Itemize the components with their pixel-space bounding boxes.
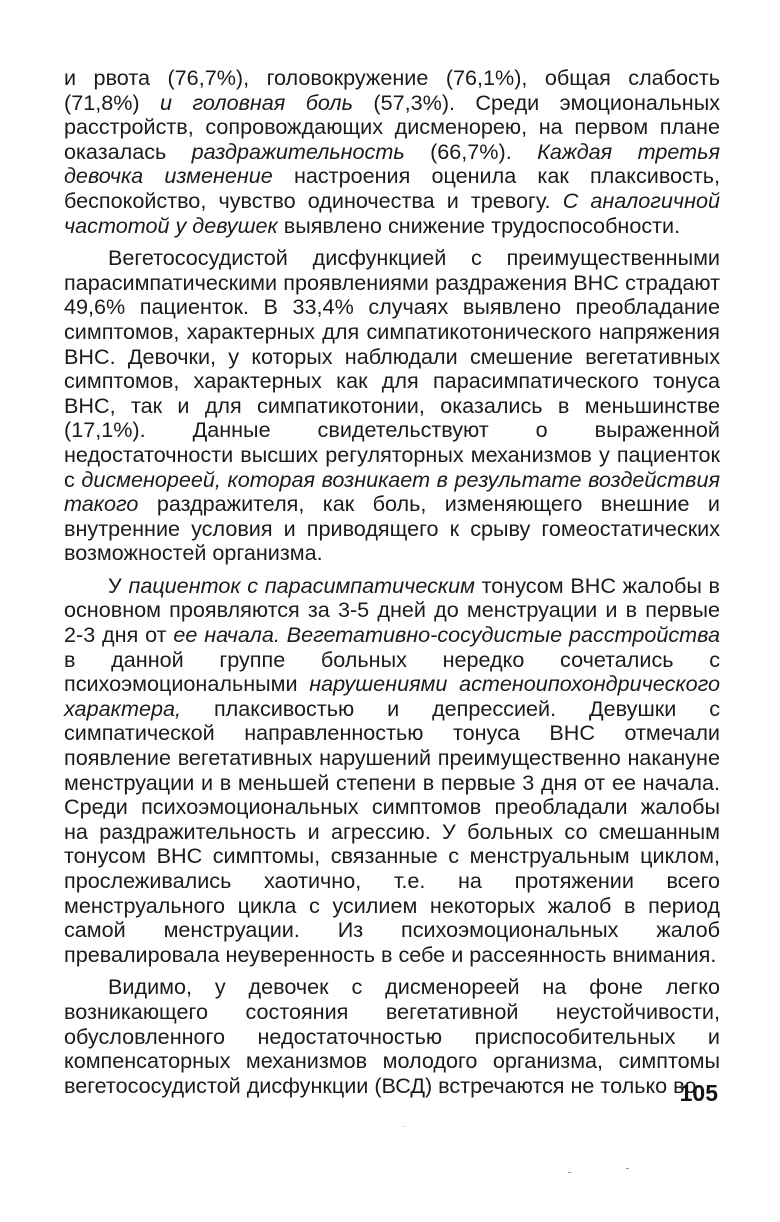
- text-run: раздражителя, как боль, изменяющего внешние и внутренние условия и приводящего к срыву гомеостатических возможностей организма.: [64, 491, 720, 566]
- scan-speck: [404, 1126, 405, 1127]
- paragraph: [64, 975, 720, 1098]
- text-run: в данной группе больных нередко сочетались с психоэмоциональными: [64, 646, 720, 697]
- scan-speck: [626, 1168, 629, 1169]
- italic-text-run: дисменореей, которая возникает в результате воздействия такого: [64, 466, 720, 517]
- text-run: (66,7%).: [404, 138, 538, 164]
- text-run: Видимо, у девочек с дисменореей на фоне легко возникающего состояния вегетативной неустойчивости, обусловленного недостаточностью приспособительных и компенсаторных механизмов молодого организма, симптомы вегетососудистой дисфункции (ВСД) встречаются не только во: [64, 974, 720, 1098]
- italic-text-run: С аналогичной частотой у девушек: [64, 187, 720, 238]
- text-run: выявлено снижение трудоспособности.: [277, 212, 681, 238]
- text-run: настроения оценила как плаксивость, беспокойство, чувство одиночества и тревогу.: [64, 163, 720, 213]
- text-run: плаксивостью и депрессией. Девушки с симпатической направленностью тонуса ВНС отмечали появление вегетативных нарушений преимущественно накануне менструации и в меньшей степени в первые 3 дня от ее начала. Среди психоэмоциональных симптомов преобладали жалобы на раздражительность и агрессию. У больных со смешанным тонусом ВНС симптомы, связанные с менструальным циклом, прослеживались хаотично, т.е. на протяжении всего менструального цикла с усилием некоторых жалоб в период самой менструации. Из психоэмоциональных жалоб превалировала неуверенность в себе и рассеянность внимания.: [64, 695, 720, 967]
- text-run: тонусом ВНС жалобы в основном проявляются за 3-5 дней до менструации и в первые 2-3 дня от: [64, 572, 721, 648]
- italic-text-run: Каждая третья девочка изменение: [64, 138, 720, 189]
- text-run: У: [108, 572, 129, 598]
- italic-text-run: пациенток с парасимпатическим: [128, 572, 475, 598]
- paragraph: [64, 574, 720, 968]
- italic-text-run: и головная боль: [160, 89, 353, 115]
- paragraph: [64, 246, 720, 566]
- paragraph: [64, 66, 720, 238]
- text-run: и рвота (76,7%), головокружение (76,1%), общая слабость (71,8%): [64, 65, 720, 115]
- page-number: 105: [679, 1080, 718, 1106]
- italic-text-run: ее начала. Вегетативно-сосудистые расстройства: [173, 622, 720, 648]
- italic-text-run: нарушениями астеноипохондрического характера,: [64, 671, 720, 721]
- italic-text-run: раздражительность: [191, 138, 405, 164]
- book-page-text: [64, 66, 720, 1106]
- text-run: Вегетососудистой дисфункцией с преимущественными парасимпатическими проявлениями раздражения ВНС страдают 49,6% пациенток. В 33,4% случаях выявлено преобладание симптомов, характерных для симпатикотонического напряжения ВНС. Девочки, у которых наблюдали смешение вегетативных симптомов, характерных как для парасимпатического тонуса ВНС, так и для симпатикотонии, оказались в меньшинстве (17,1%). Данные свидетельствуют о выраженной недостаточности высших регуляторных механизмов у пациенток с: [64, 245, 720, 492]
- scan-speck: [568, 1172, 571, 1173]
- text-run: (57,3%). Среди эмоциональных расстройств, сопровождающих дисменорею, на первом плане оказалась: [64, 89, 721, 164]
